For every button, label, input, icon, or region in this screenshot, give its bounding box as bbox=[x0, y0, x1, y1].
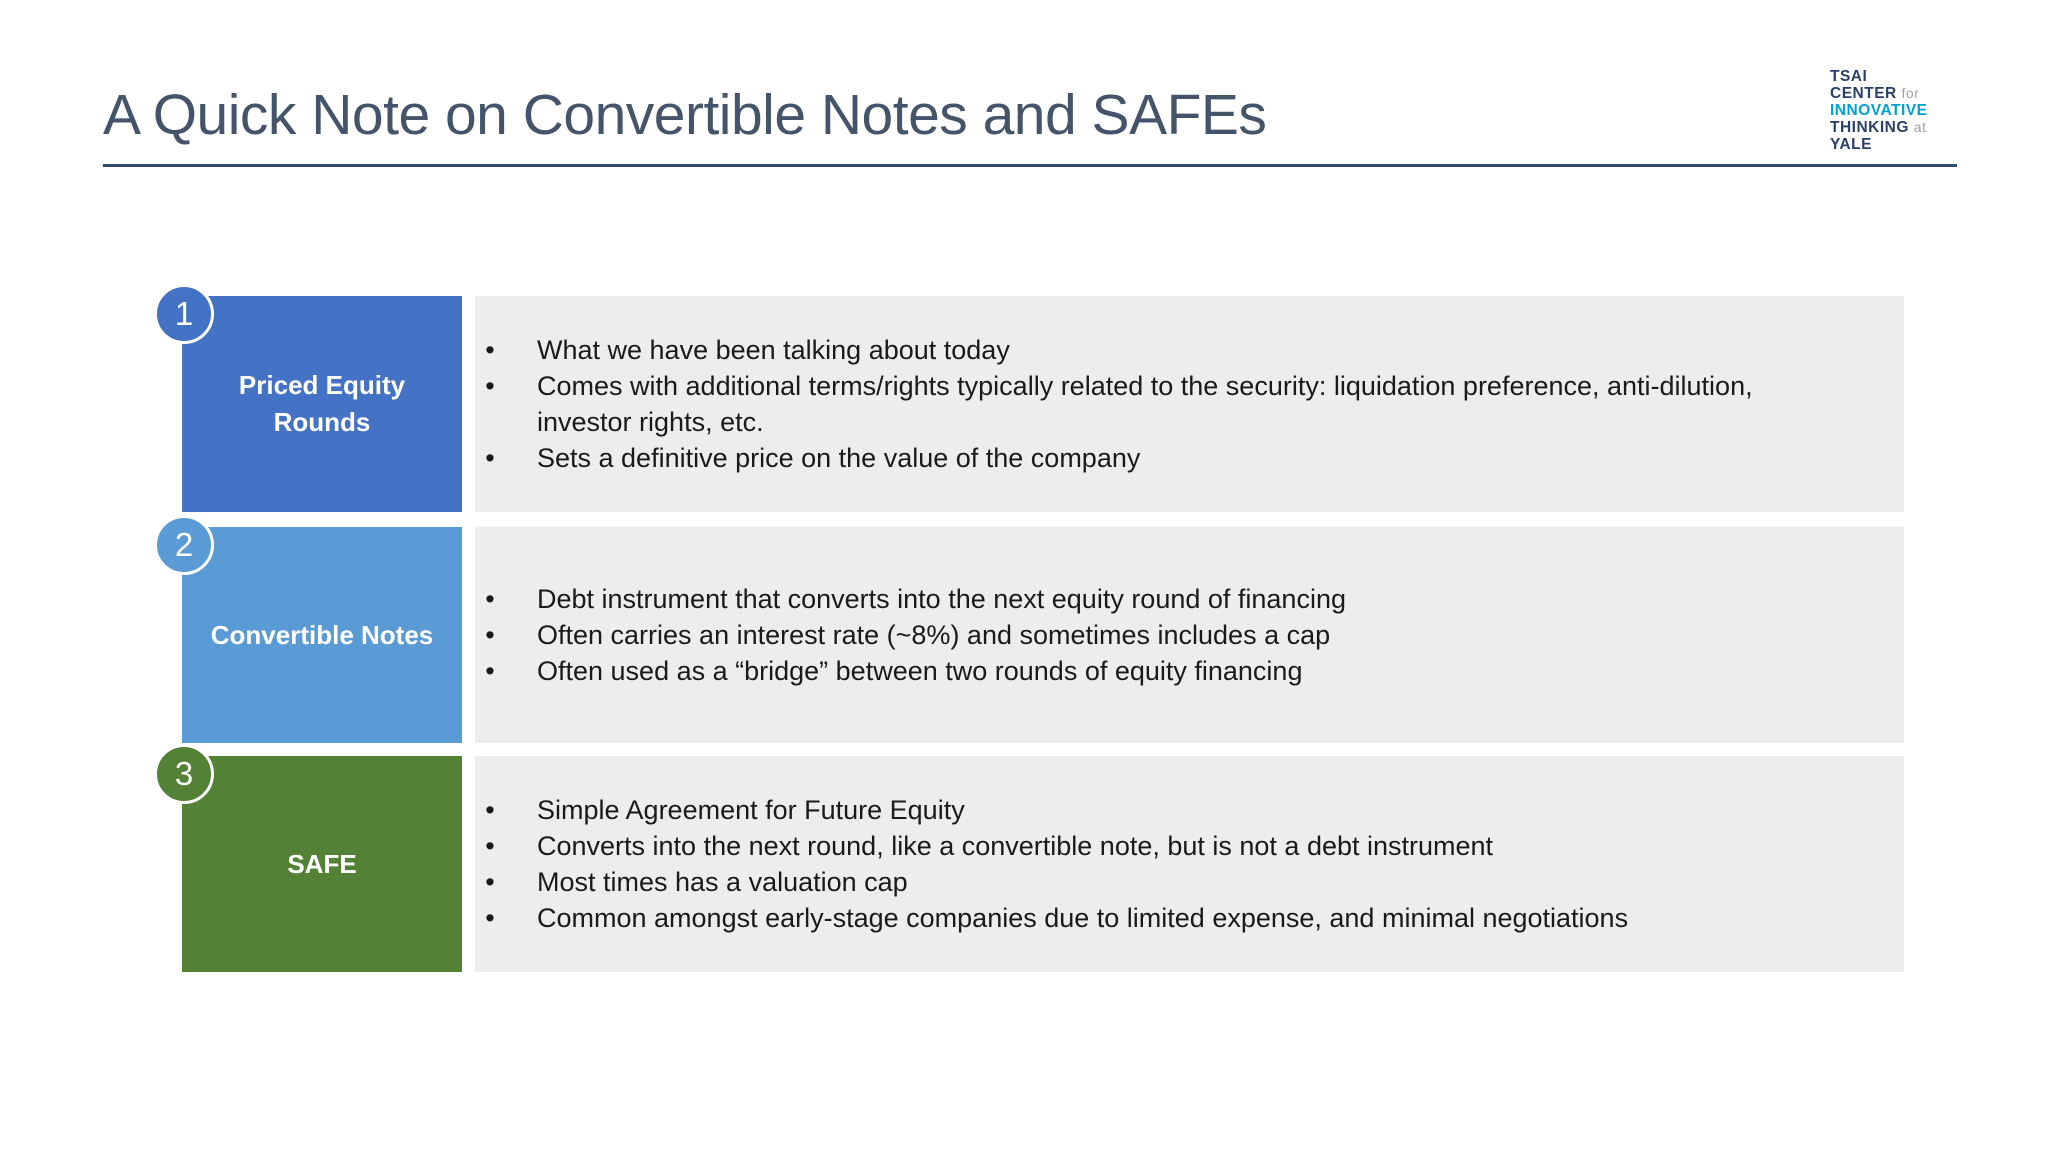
logo-line-4-small: at bbox=[1913, 119, 1927, 135]
logo-line-4-main: THINKING bbox=[1830, 119, 1909, 136]
logo-line-1: TSAI bbox=[1830, 68, 1868, 85]
bullet-item bbox=[485, 900, 1629, 936]
bullet-item bbox=[485, 828, 1628, 864]
label-box-priced-equity bbox=[182, 296, 462, 512]
number-badge-2: 2 bbox=[154, 515, 214, 575]
bullet-item bbox=[485, 332, 1753, 368]
slide-title: A Quick Note on Convertible Notes and SAFEs bbox=[103, 83, 1267, 147]
row-safe bbox=[174, 755, 1904, 972]
row-convertible-notes bbox=[174, 526, 1904, 743]
bullet-item bbox=[485, 581, 1346, 617]
row-priced-equity bbox=[174, 295, 1904, 512]
bullet-dot: • bbox=[485, 371, 495, 401]
label-box-convertible-notes bbox=[182, 527, 462, 743]
logo-line-2 bbox=[1830, 85, 1927, 102]
bullet-dot: • bbox=[485, 831, 495, 861]
bullet-text: What we have been talking about today bbox=[537, 335, 1010, 365]
bullet-dot: • bbox=[485, 867, 495, 897]
bullet-item bbox=[485, 792, 1628, 828]
label-convertible-notes: Convertible Notes bbox=[210, 619, 434, 650]
bullet-text: Comes with additional terms/rights typically related to the security: liquidation preference, anti-dilution, bbox=[537, 371, 1753, 401]
bullet-item bbox=[485, 617, 1346, 653]
bullet-text: Debt instrument that converts into the next equity round of financing bbox=[537, 584, 1346, 614]
bullet-dot: • bbox=[485, 443, 495, 473]
bullet-dot: • bbox=[485, 620, 495, 650]
bullet-text: Sets a definitive price on the value of the company bbox=[537, 443, 1141, 473]
bullet-item bbox=[485, 864, 1628, 900]
bullet-list-convertible-notes bbox=[475, 581, 1346, 689]
bullet-text: Converts into the next round, like a convertible note, but is not a debt instrument bbox=[537, 831, 1494, 861]
bullet-list-priced-equity bbox=[475, 332, 1753, 476]
bullet-dot: • bbox=[485, 903, 495, 933]
number-badge-1: 1 bbox=[154, 284, 214, 344]
bullet-text: Often carries an interest rate (~8%) and sometimes includes a cap bbox=[537, 620, 1331, 650]
bullet-text: Often used as a “bridge” between two rounds of equity financing bbox=[537, 656, 1303, 686]
label-priced-equity-line2: Rounds bbox=[273, 407, 371, 437]
logo-line-2-small: for bbox=[1901, 85, 1920, 101]
content-box-priced-equity bbox=[475, 296, 1904, 512]
logo-line-3: INNOVATIVE bbox=[1830, 102, 1928, 119]
content-box-convertible-notes bbox=[475, 527, 1904, 743]
bullet-item bbox=[485, 440, 1753, 476]
tsai-center-logo bbox=[1830, 68, 1927, 153]
bullet-item bbox=[485, 653, 1346, 689]
bullet-dot: • bbox=[485, 335, 495, 365]
bullet-text: Common amongst early-stage companies due to limited expense, and minimal negotiations bbox=[537, 903, 1629, 933]
bullet-list-safe bbox=[475, 792, 1628, 936]
number-badge-3: 3 bbox=[154, 744, 214, 804]
bullet-item bbox=[485, 368, 1753, 404]
label-safe: SAFE bbox=[287, 848, 357, 879]
bullet-text: Most times has a valuation cap bbox=[537, 867, 908, 897]
label-box-safe bbox=[182, 756, 462, 972]
logo-line-4 bbox=[1830, 119, 1927, 136]
bullet-text: Simple Agreement for Future Equity bbox=[537, 795, 965, 825]
bullet-dot: • bbox=[485, 656, 495, 686]
bullet-dot: • bbox=[485, 584, 495, 614]
label-priced-equity-line1: Priced Equity bbox=[238, 370, 406, 400]
logo-line-2-main: CENTER bbox=[1830, 85, 1897, 102]
bullet-dot: • bbox=[485, 795, 495, 825]
title-divider bbox=[103, 164, 1957, 167]
bullet-item-continuation bbox=[537, 404, 1753, 440]
logo-line-5: YALE bbox=[1830, 136, 1872, 153]
content-box-safe bbox=[475, 756, 1904, 972]
bullet-text: investor rights, etc. bbox=[537, 407, 764, 437]
